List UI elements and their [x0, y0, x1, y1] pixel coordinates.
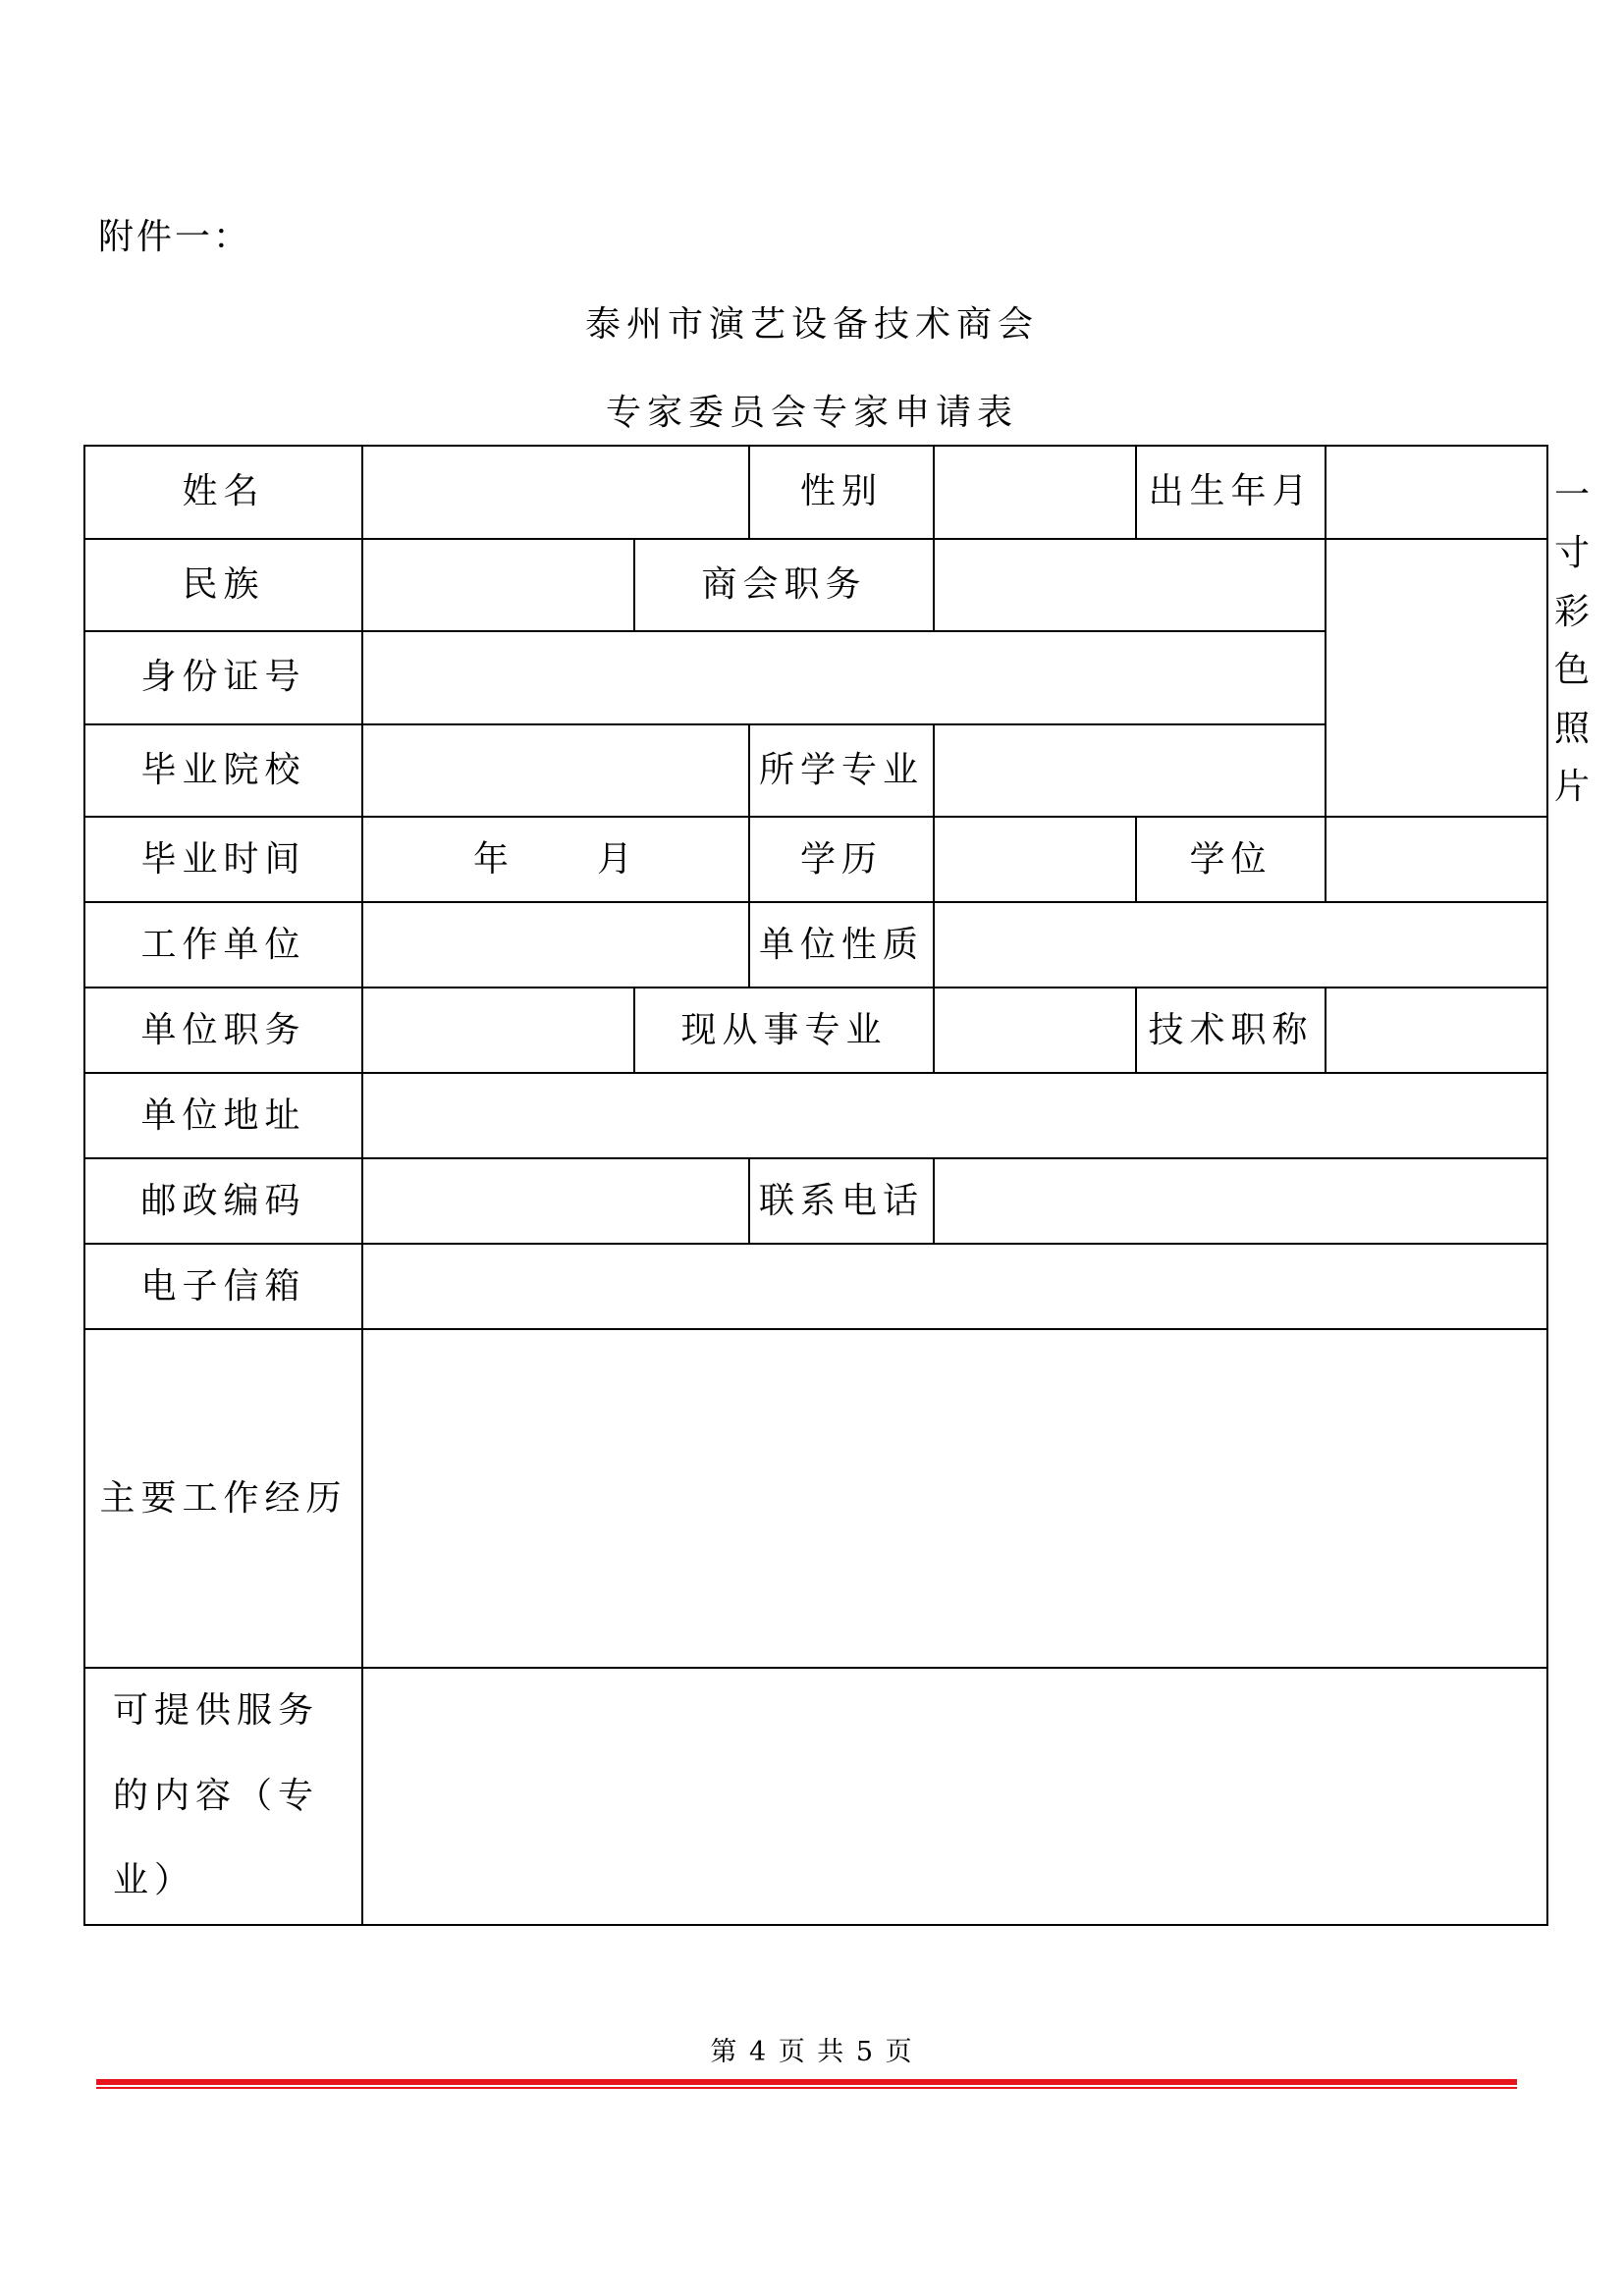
id-number-label: 身份证号	[84, 631, 362, 724]
employer-type-label: 单位性质	[749, 902, 934, 988]
major-field[interactable]	[934, 724, 1326, 818]
services-label: 可提供服务的内容（专业）	[84, 1668, 362, 1924]
phone-field[interactable]	[934, 1158, 1547, 1244]
email-label: 电子信箱	[84, 1244, 362, 1329]
current-field-label: 现从事专业	[634, 988, 934, 1073]
postcode-label: 邮政编码	[84, 1158, 362, 1244]
experience-label: 主要工作经历	[84, 1329, 362, 1668]
document-subtitle: 专家委员会专家申请表	[605, 393, 1018, 433]
services-field[interactable]	[362, 1668, 1547, 1924]
page-number: 第 4 页 共 5 页	[710, 2037, 914, 2067]
address-field[interactable]	[362, 1073, 1547, 1158]
ethnicity-field[interactable]	[362, 539, 634, 632]
ethnicity-label: 民族	[84, 539, 362, 632]
attachment-label: 附件一：	[98, 217, 252, 257]
chamber-post-label: 商会职务	[634, 539, 934, 632]
gender-field[interactable]	[934, 446, 1136, 539]
major-label: 所学专业	[749, 724, 934, 818]
education-field[interactable]	[934, 817, 1136, 902]
education-label: 学历	[749, 817, 934, 902]
tech-title-field[interactable]	[1326, 988, 1547, 1073]
footer-divider-thin	[96, 2087, 1517, 2089]
gender-label: 性别	[749, 446, 934, 539]
tech-title-label: 技术职称	[1136, 988, 1326, 1073]
school-label: 毕业院校	[84, 724, 362, 818]
degree-label: 学位	[1136, 817, 1326, 902]
job-title-field[interactable]	[362, 988, 634, 1073]
experience-field[interactable]	[362, 1329, 1547, 1668]
grad-time-field[interactable]: 年 月	[362, 817, 749, 902]
id-number-field[interactable]	[362, 631, 1326, 724]
employer-label: 工作单位	[84, 902, 362, 988]
email-field[interactable]	[362, 1244, 1547, 1329]
job-title-label: 单位职务	[84, 988, 362, 1073]
grad-time-label: 毕业时间	[84, 817, 362, 902]
footer-divider	[96, 2079, 1517, 2085]
employer-type-field[interactable]	[934, 902, 1547, 988]
postcode-field[interactable]	[362, 1158, 749, 1244]
school-field[interactable]	[362, 724, 749, 818]
name-label: 姓名	[84, 446, 362, 539]
phone-label: 联系电话	[749, 1158, 934, 1244]
current-field-field[interactable]	[934, 988, 1136, 1073]
degree-field[interactable]	[1326, 817, 1547, 902]
chamber-post-field[interactable]	[934, 539, 1326, 632]
name-field[interactable]	[362, 446, 749, 539]
document-title: 泰州市演艺设备技术商会	[584, 304, 1039, 345]
birth-label: 出生年月	[1136, 446, 1326, 539]
employer-field[interactable]	[362, 902, 749, 988]
application-form-table: 姓名 性别 出生年月 一寸彩色照片 民族 商会职务 身份证号 毕业院校 所学专业 毕业时间 年 月 学历 学位 工作单位 单位性质 单位职务 现从事专业 技术职称 单位地址 邮政编码 联系电话 电子信箱 主要工作经历 可提供服务的内容（专业）	[83, 445, 1548, 1926]
address-label: 单位地址	[84, 1073, 362, 1158]
